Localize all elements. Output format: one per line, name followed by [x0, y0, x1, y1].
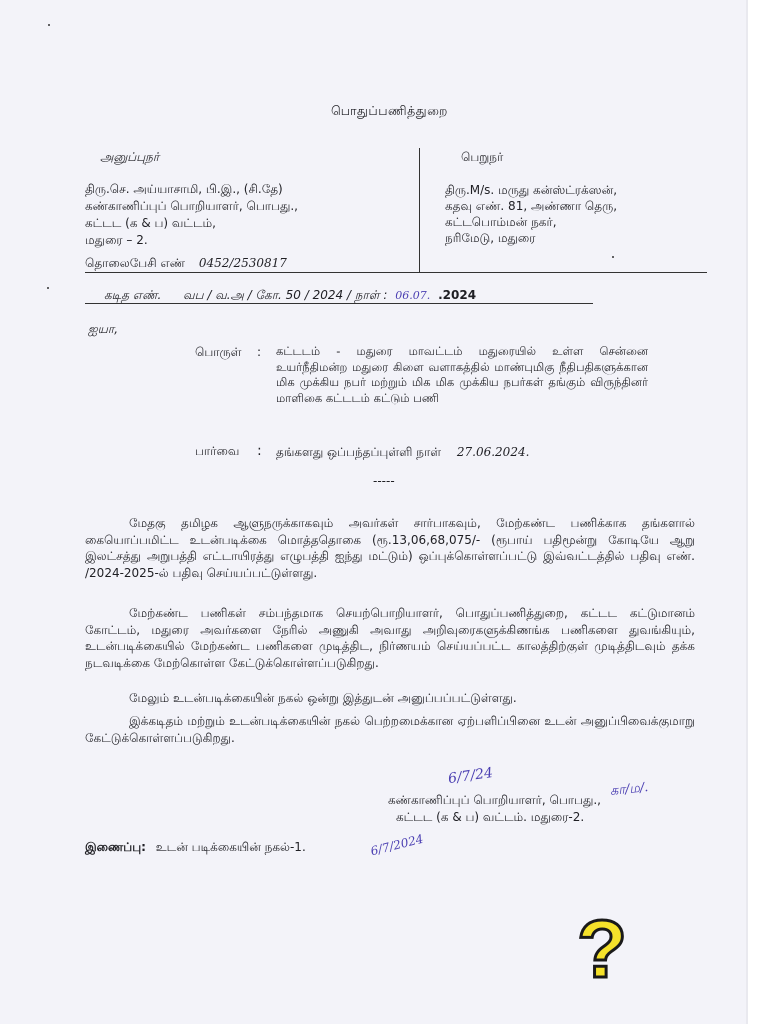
phone-number: 0452/2530817: [198, 256, 287, 270]
enclosure-label: இணைப்பு:: [85, 840, 146, 854]
body-paragraph-3: மேலும் உடன்படிக்கையின் நகல் ஒன்று இத்துடன் அனுப்பப்பட்டுள்ளது.: [129, 691, 517, 705]
sender-circle: கட்டட (க & ப) வட்டம்,: [85, 216, 216, 230]
enclosure-row: [85, 840, 306, 854]
signatory-circle: கட்டட (க & ப) வட்டம். மதுரை-2.: [396, 810, 585, 824]
salutation: ஐயா,: [88, 322, 119, 336]
body-paragraph-4: இக்கடிதம் மற்றும் உடன்படிக்கையின் நகல் பெற்றமைக்கான ஏற்பளிப்பினை உடன் அனுப்பிவைக்குமாறு கேட்டுக்கொள்ளப்படுகிறது.: [85, 714, 695, 745]
speck: [48, 24, 50, 26]
question-mark-icon: ?: [576, 904, 628, 995]
subject-label: பொருள்: [195, 345, 242, 359]
separator: -----: [373, 474, 395, 488]
letter-ref-underline: [85, 303, 593, 304]
header-divider-horizontal: [85, 272, 707, 273]
subject-text: கட்டடம் - மதுரை மாவட்டம் மதுரையில் உள்ள சென்னை உயர்நீதிமன்ற மதுரை கிளை வளாகத்தில் மாண்புமிகு நீதிபதிகளுக்கான மிக முக்கிய நபர் மற்றும் மிக மிக முக்கிய நபர்கள் தங்கும் விருந்தினர் மாளிகை கட்டடம் கட்டும் பணி: [276, 344, 648, 405]
sender-city: மதுரை – 2.: [85, 233, 148, 247]
sender-designation: கண்காணிப்புப் பொறியாளர், பொபது.,: [85, 199, 298, 213]
reference-date: 27.06.2024.: [456, 445, 530, 459]
speck: [47, 287, 49, 289]
reference-text: தங்களது ஒப்பந்தப்புள்ளி நாள்: [276, 445, 442, 459]
department-heading: பொதுப்பணித்துறை: [331, 103, 448, 118]
letter-ref-number: வப / வ.அ / கோ. 50 / 2024 / நாள் :: [183, 288, 388, 302]
signatory-designation: கண்காணிப்புப் பொறியாளர், பொபது.,: [388, 793, 601, 807]
recipient-heading: பெறுநர்: [461, 150, 504, 164]
header-divider-vertical: [419, 148, 420, 273]
sender-phone-row: [85, 256, 287, 270]
letter-ref-label: கடித எண்.: [104, 288, 162, 302]
phone-label: தொலைபேசி எண்: [85, 256, 186, 270]
body-paragraph-1: மேதகு தமிழக ஆளுநருக்காகவும் அவர்கள் சார்பாகவும், மேற்கண்ட பணிக்காக தங்களால் கையொப்பமிட்ட உடன்படிக்கை மொத்ததொகை (ரூ.13,06,68,075/- (ரூபாய் பதிமூன்று கோடியே ஆறு இலட்சத்து அறுபத்தி எட்டாயிரத்து எழுபத்தி ஐந்து மட்டும்) ஒப்புக்கொள்ளப்பட்டு இவ்வட்டத்தில் பதிவு எண். /2024-2025-ல் பதிவு செய்யப்பட்டுள்ளது.: [85, 516, 695, 580]
reference-colon: :: [257, 443, 262, 459]
recipient-name: திரு.M/s. மருது கன்ஸ்ட்ரக்ஸன்,: [445, 183, 618, 197]
subject-colon: :: [257, 345, 262, 359]
reference-label: பார்வை: [195, 444, 240, 458]
recipient-door: கதவு எண். 81, அண்ணா தெரு,: [445, 199, 618, 213]
body-paragraph-2: மேற்கண்ட பணிகள் சம்பந்தமாக செயற்பொறியாளர், பொதுப்பணித்துறை, கட்டட கட்டுமானம் கோட்டம், மதுரை அவர்களை நேரில் அணுகி அவாது அறிவுரைகளுக்கிணங்க பணிகளை துவங்கியும், உடன்படிக்கையில் மேற்கண்ட பணிகளை முடித்திட, நிர்ணயம் செய்யப்பட்ட காலத்திற்குள் முடித்திடவும் தக்க நடவடிக்கை மேற்கொள்ள கேட்டுக்கொள்ளப்படுகிறது.: [85, 606, 695, 670]
sender-heading: அனுப்புநர்: [100, 150, 160, 164]
letter-ref-row: [104, 288, 476, 303]
sender-name: திரு.செ. அய்யாசாமி, பி.இ., (சி.தே): [85, 182, 283, 196]
recipient-city: நரிமேடு, மதுரை: [445, 231, 536, 245]
handwritten-date-initial: 6/7/2024: [369, 831, 425, 859]
handwritten-date: 06.07.: [395, 289, 431, 302]
speck: [612, 256, 614, 258]
handwritten-initial: கா/ம/.: [609, 780, 650, 799]
recipient-area: கட்டபொம்மன் நகர்,: [445, 215, 557, 229]
reference-row: [276, 445, 529, 459]
enclosure-text: உடன் படிக்கையின் நகல்-1.: [155, 840, 306, 854]
letter-ref-year: .2024: [438, 288, 477, 302]
handwritten-signature: 6/7/24: [447, 764, 494, 788]
